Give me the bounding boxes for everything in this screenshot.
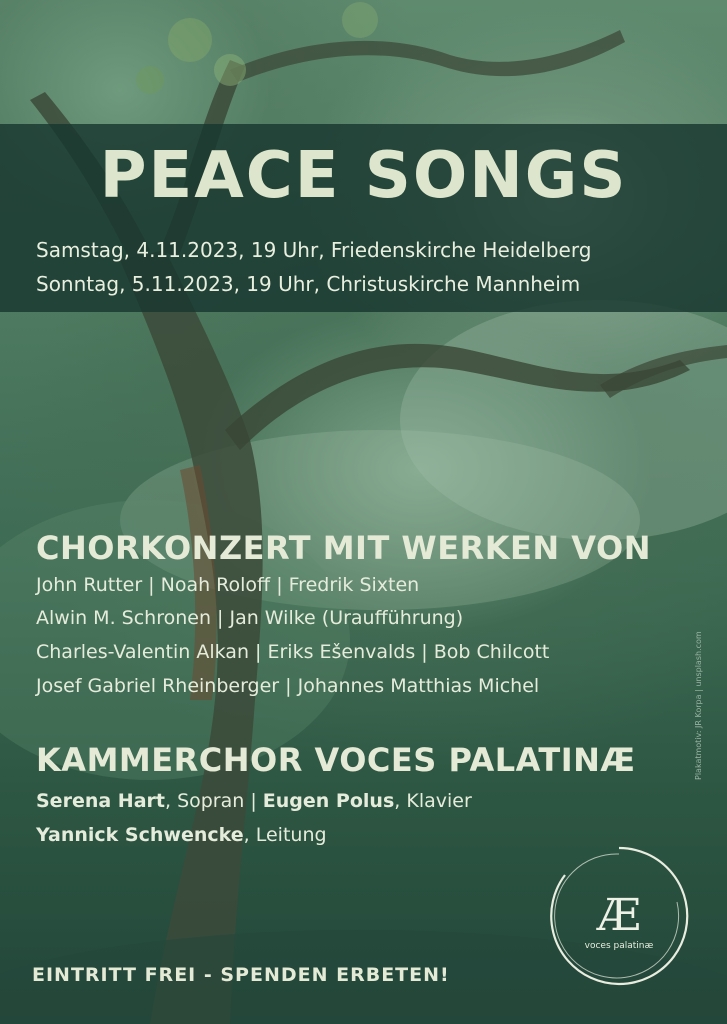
- date-line-saturday: Samstag, 4.11.2023, 19 Uhr, Friedenskirche Heidelberg: [36, 238, 592, 262]
- composer-line: Josef Gabriel Rheinberger | Johannes Matthias Michel: [36, 675, 540, 697]
- choir-logo: [545, 842, 693, 990]
- logo-text: voces palatinæ: [584, 941, 654, 951]
- performer-line: [36, 788, 472, 814]
- logo-ring-icon: [545, 842, 693, 990]
- performer-separator: |: [244, 790, 263, 812]
- ensemble-heading: KAMMERCHOR VOCES PALATINÆ: [36, 741, 636, 779]
- performer-role: Sopran: [177, 790, 245, 812]
- program-heading: CHORKONZERT MIT WERKEN VON: [36, 529, 651, 567]
- composer-line: John Rutter | Noah Roloff | Fredrik Sixten: [36, 574, 420, 596]
- performer-role: Klavier: [406, 790, 472, 812]
- poster-title: PEACE SONGS: [99, 139, 628, 213]
- performer-name: Eugen Polus: [262, 790, 395, 812]
- footer-note: EINTRITT FREI - SPENDEN ERBETEN!: [32, 964, 450, 986]
- role-separator: ,: [394, 790, 407, 812]
- role-separator: ,: [243, 824, 256, 846]
- date-line-sunday: Sonntag, 5.11.2023, 19 Uhr, Christuskirche Mannheim: [36, 272, 581, 296]
- performer-name: Serena Hart: [36, 790, 165, 812]
- performer-name: Yannick Schwencke: [36, 824, 244, 846]
- logo-monogram: Æ: [596, 890, 642, 941]
- performer-line: [36, 822, 327, 848]
- photo-credit: Plakatmotiv: JR Korpa | unsplash.com: [694, 631, 703, 780]
- performer-role: Leitung: [255, 824, 327, 846]
- composer-line: Charles-Valentin Alkan | Eriks Ešenvalds | Bob Chilcott: [36, 641, 550, 663]
- role-separator: ,: [164, 790, 178, 812]
- composer-line: Alwin M. Schronen | Jan Wilke (Uraufführung): [36, 607, 464, 629]
